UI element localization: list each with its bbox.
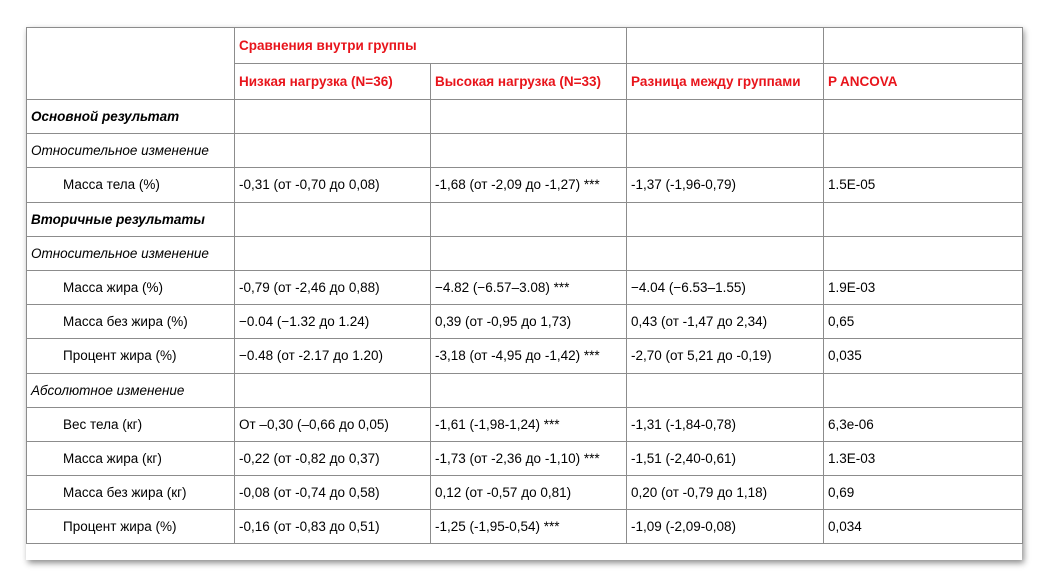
cell-p-ancova: 1.5E-05 [824, 168, 1023, 202]
row-label: Процент жира (%) [27, 339, 235, 373]
cell-high-load: 0,39 (от -0,95 до 1,73) [431, 305, 627, 339]
cell-low-load: −0.04 (−1.32 до 1.24) [235, 305, 431, 339]
cell-low-load: -0,16 (от -0,83 до 0,51) [235, 510, 431, 544]
table-row [27, 168, 1023, 202]
row-label: Масса жира (%) [27, 270, 235, 304]
cell-low-load: От –0,30 (–0,66 до 0,05) [235, 407, 431, 441]
cell-low-load: −0.48 (от -2.17 до 1.20) [235, 339, 431, 373]
cell-high-load: −4.82 (−6.57–3.08) *** [431, 270, 627, 304]
cell-group-difference [627, 134, 824, 168]
table-row [27, 476, 1023, 510]
results-table-sheet [26, 27, 1022, 560]
cell-high-load: -1,68 (от -2,09 до -1,27) *** [431, 168, 627, 202]
cell-group-difference [627, 236, 824, 270]
cell-p-ancova: 0,035 [824, 339, 1023, 373]
row-label: Масса жира (кг) [27, 441, 235, 475]
subsection-row [27, 134, 1023, 168]
cell-p-ancova [824, 202, 1023, 236]
section-row [27, 100, 1023, 134]
table-row [27, 441, 1023, 475]
cell-high-load: -1,25 (-1,95-0,54) *** [431, 510, 627, 544]
cell-p-ancova: 1.3E-03 [824, 441, 1023, 475]
cell-group-difference: 0,20 (от -0,79 до 1,18) [627, 476, 824, 510]
table-row [27, 305, 1023, 339]
cell-p-ancova: 6,3е-06 [824, 407, 1023, 441]
cell-low-load: -0,22 (от -0,82 до 0,37) [235, 441, 431, 475]
cell-p-ancova: 1.9E-03 [824, 270, 1023, 304]
cell-group-difference: 0,43 (от -1,47 до 2,34) [627, 305, 824, 339]
cell-group-difference [627, 202, 824, 236]
cell-p-ancova [824, 134, 1023, 168]
row-label: Вес тела (кг) [27, 407, 235, 441]
cell-p-ancova: 0,69 [824, 476, 1023, 510]
table-row [27, 339, 1023, 373]
column-header-group-difference: Разница между группами [627, 64, 824, 100]
cell-group-difference: −4.04 (−6.53–1.55) [627, 270, 824, 304]
section-label: Вторичные результаты [27, 202, 235, 236]
cell-low-load [235, 373, 431, 407]
header-empty-cell [627, 28, 824, 64]
cell-group-difference [627, 373, 824, 407]
cell-high-load: -3,18 (от -4,95 до -1,42) *** [431, 339, 627, 373]
cell-low-load: -0,31 (от -0,70 до 0,08) [235, 168, 431, 202]
header-empty-cell [27, 28, 235, 100]
row-label: Масса без жира (%) [27, 305, 235, 339]
header-empty-cell [824, 28, 1023, 64]
cell-group-difference: -2,70 (от 5,21 до -0,19) [627, 339, 824, 373]
group-comparison-header: Сравнения внутри группы [235, 28, 627, 64]
cell-high-load [431, 100, 627, 134]
results-table [26, 27, 1023, 544]
row-label: Процент жира (%) [27, 510, 235, 544]
subsection-label: Абсолютное изменение [27, 373, 235, 407]
subsection-row [27, 373, 1023, 407]
section-row [27, 202, 1023, 236]
cell-high-load: -1,61 (-1,98-1,24) *** [431, 407, 627, 441]
cell-high-load [431, 373, 627, 407]
cell-p-ancova: 0,65 [824, 305, 1023, 339]
cell-p-ancova [824, 373, 1023, 407]
cell-low-load: -0,08 (от -0,74 до 0,58) [235, 476, 431, 510]
column-header-p-ancova: P ANCOVA [824, 64, 1023, 100]
cell-group-difference: -1,51 (-2,40-0,61) [627, 441, 824, 475]
subsection-label: Относительное изменение [27, 134, 235, 168]
cell-high-load: -1,73 (от -2,36 до -1,10) *** [431, 441, 627, 475]
cell-p-ancova [824, 100, 1023, 134]
cell-p-ancova: 0,034 [824, 510, 1023, 544]
cell-high-load [431, 134, 627, 168]
cell-low-load [235, 236, 431, 270]
cell-high-load [431, 236, 627, 270]
cell-group-difference: -1,37 (-1,96-0,79) [627, 168, 824, 202]
row-label: Масса без жира (кг) [27, 476, 235, 510]
cell-high-load [431, 202, 627, 236]
table-row [27, 270, 1023, 304]
cell-p-ancova [824, 236, 1023, 270]
cell-group-difference [627, 100, 824, 134]
cell-low-load [235, 202, 431, 236]
cell-high-load: 0,12 (от -0,57 до 0,81) [431, 476, 627, 510]
row-label: Масса тела (%) [27, 168, 235, 202]
column-header-high-load: Высокая нагрузка (N=33) [431, 64, 627, 100]
cell-group-difference: -1,31 (-1,84-0,78) [627, 407, 824, 441]
table-row [27, 407, 1023, 441]
cell-low-load: -0,79 (от -2,46 до 0,88) [235, 270, 431, 304]
section-label: Основной результат [27, 100, 235, 134]
subsection-label: Относительное изменение [27, 236, 235, 270]
cell-low-load [235, 100, 431, 134]
column-header-low-load: Низкая нагрузка (N=36) [235, 64, 431, 100]
cell-group-difference: -1,09 (-2,09-0,08) [627, 510, 824, 544]
cell-low-load [235, 134, 431, 168]
table-row [27, 510, 1023, 544]
subsection-row [27, 236, 1023, 270]
header-row-group [27, 28, 1023, 64]
